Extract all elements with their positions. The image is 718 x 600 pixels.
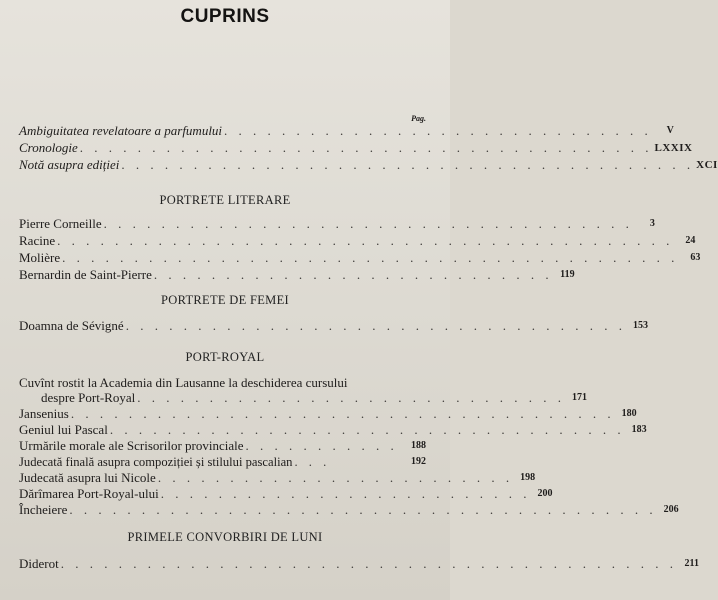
toc-leader-dots: . . . . . . . . . . . . . . . . . . . . . . . . . . . . . .: [137, 390, 565, 405]
toc-entry: [19, 454, 426, 470]
toc-leader-dots: . . . . . . . . . . . . . . . . . . . . . . . . . . . . . . . . . . . . . . . .: [79, 140, 653, 155]
toc-entry-label: Judecată asupra lui Nicole: [19, 470, 156, 485]
toc-entry: [19, 233, 696, 249]
toc-entry-page: 200: [537, 488, 553, 499]
toc-entry: [19, 470, 536, 486]
toc-leader-dots: . . . . . . . . . . . . . . . . . . . . . . . . . . . . . . . . . . . . . . . . . . .: [60, 556, 677, 571]
toc-entry-label: despre Port-Royal: [41, 390, 136, 405]
toc-leader-dots: . . . . . . . . . . . . . . . . . . . . . . . . . . . . . .: [224, 123, 652, 138]
toc-leader-dots: . . . . . . . . . . . . . . . . . . . . . . . . . . . . . . . . . . . . . . . . . . .: [62, 250, 679, 265]
section-title: PORTRETE DE FEMEI: [161, 293, 289, 307]
toc-leader-dots: . . . . . . . . . . . . . . . . . . . . . . . . . . . . . . . . . . . .: [109, 422, 625, 437]
toc-entry-page: 188: [411, 440, 426, 451]
toc-entry-page: XCI: [696, 159, 718, 171]
section-title: PORTRETE LITERARE: [159, 193, 291, 207]
toc-leader-dots: . . . . . . . . . . . . . . . . . . . . . . . . . . . .: [153, 267, 553, 282]
toc-entry-page: 192: [411, 456, 426, 467]
toc-entry-page: 171: [571, 392, 587, 403]
toc-entry-label: Încheiere: [19, 502, 68, 517]
toc-entry: [19, 250, 701, 266]
toc-entry-page: 24: [685, 235, 696, 246]
toc-entry: [19, 123, 674, 139]
toc-entry-page: 183: [631, 424, 647, 435]
toc-leader-dots: . . . . . . . . . . . . . . . . . . . . . . . . . . . . . . . . . . .: [125, 318, 626, 333]
page-column-label: Pag.: [411, 114, 426, 123]
toc-entry-label: Judecată finală asupra compoziției și stilului pascalian: [19, 455, 293, 469]
toc-entry-first-line: Cuvînt rostit la Academia din Lausanne la deschiderea cursului: [19, 375, 348, 390]
toc-entry-page: V: [666, 125, 674, 136]
toc-leader-dots: . . . . . . . . . . .: [245, 438, 398, 453]
toc-entry-label: Molière: [19, 250, 61, 265]
toc-entry-page: 211: [684, 558, 699, 569]
toc-entry-label: Geniul lui Pascal: [19, 422, 108, 437]
toc-entry-label: Ambiguitatea revelatoare a parfumului: [19, 123, 223, 138]
toc-entry-label: Diderot: [19, 556, 59, 571]
toc-entry-page: 180: [621, 408, 637, 419]
toc-entry: [19, 140, 693, 156]
toc-leader-dots: . . .: [294, 455, 331, 469]
toc-leader-dots: . . . . . . . . . . . . . . . . . . . . . . . . . . . . . . . . . . . . . .: [70, 406, 615, 421]
toc-entry: [19, 216, 655, 232]
toc-leader-dots: . . . . . . . . . . . . . . . . . . . . . . . . . . . . . . . . . . . . . . . . . . .: [57, 233, 674, 248]
toc-entry: [19, 406, 637, 422]
toc-entry: [19, 502, 679, 518]
toc-entry-page: 3: [649, 218, 655, 229]
section-title: PORT-ROYAL: [185, 350, 265, 364]
toc-entry: [41, 390, 587, 406]
toc-entry: [19, 318, 648, 334]
toc-entry-label: Notă asupra ediției: [19, 157, 120, 172]
toc-entry-page: LXXIX: [654, 142, 693, 154]
toc-entry-page: 153: [632, 320, 648, 331]
toc-entry-page: 198: [520, 472, 536, 483]
toc-leader-dots: . . . . . . . . . . . . . . . . . . . . . . . . . . . . . . . . . . . . . . . . .: [69, 502, 657, 517]
toc-leader-dots: . . . . . . . . . . . . . . . . . . . . . . . . . . . . . . . . . . . . . . . .: [121, 157, 695, 172]
toc-entry: [19, 486, 553, 502]
toc-entry-label: Bernardin de Saint-Pierre: [19, 267, 152, 282]
toc-leader-dots: . . . . . . . . . . . . . . . . . . . . . . . . . .: [160, 486, 531, 501]
toc-entry-page: 206: [663, 504, 679, 515]
toc-entry: [19, 438, 426, 454]
toc-entry: [19, 157, 718, 173]
toc-entry-label: Jansenius: [19, 406, 69, 421]
toc-entry-page: 63: [690, 252, 701, 263]
toc-entry-label: Urmările morale ale Scrisorilor provinciale: [19, 438, 244, 453]
toc-entry: [19, 422, 647, 438]
toc-entry: [19, 556, 699, 572]
toc-entry-page: 119: [560, 269, 575, 280]
toc-entry-label: Doamna de Sévigné: [19, 318, 124, 333]
section-title: PRIMELE CONVORBIRI DE LUNI: [127, 530, 323, 544]
toc-entry-label: Dărîmarea Port-Royal-ului: [19, 486, 159, 501]
toc-leader-dots: . . . . . . . . . . . . . . . . . . . . . . . . .: [157, 470, 514, 485]
toc-entry-label: Racine: [19, 233, 56, 248]
toc-entry: [19, 267, 575, 283]
toc-entry-label: Cronologie: [19, 140, 78, 155]
toc-entry-label: Pierre Corneille: [19, 216, 102, 231]
toc-leader-dots: . . . . . . . . . . . . . . . . . . . . . . . . . . . . . . . . . . . . .: [103, 216, 633, 231]
page-title: CUPRINS: [180, 6, 270, 27]
